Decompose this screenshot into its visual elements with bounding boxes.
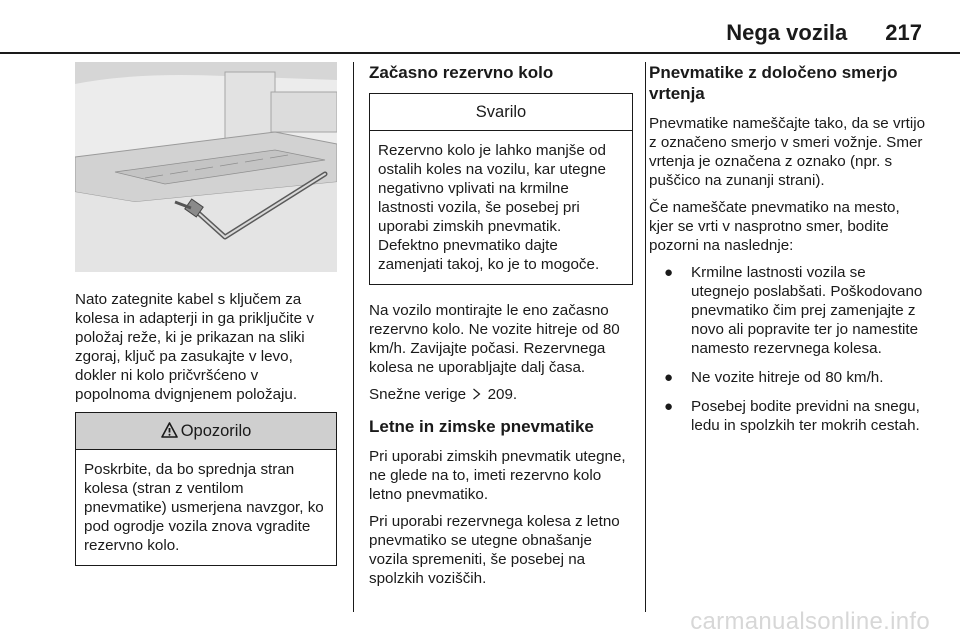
column-3 bbox=[649, 62, 927, 445]
heading-temporary-spare: Začasno rezervno kolo bbox=[369, 63, 554, 82]
caution-title: Svarilo bbox=[370, 94, 632, 131]
column-divider-1 bbox=[353, 62, 354, 612]
bullet-icon: ● bbox=[664, 398, 674, 415]
caution-text: Rezervno kolo je lahko manjše od ostalih koles na vozilu, kar utegne negativno vplivati na krmilne lastnosti vozila, še posebej pri uporabi zimskih pnevmatik. Defektno pnevmatiko dajte zamenjati takoj, ko je to mogoče. bbox=[378, 142, 606, 273]
header-rule bbox=[0, 52, 960, 54]
caution-box bbox=[369, 93, 633, 285]
precautions-list bbox=[649, 263, 927, 435]
warning-box bbox=[75, 412, 337, 566]
warning-text: Poskrbite, da bo sprednja stran kolesa (stran z ventilom pnevmatike) usmerjena navzgor, ko pod ogrodje vozila znova vgradite rezervno kolo. bbox=[84, 461, 324, 554]
spare-wheel-winch-illustration bbox=[75, 62, 337, 272]
heading-summer-winter-tyres: Letne in zimske pnevmatike bbox=[369, 417, 594, 436]
page-reference-arrow-icon bbox=[472, 388, 481, 400]
summer-spare-paragraph: Pri uporabi rezervnega kolesa z letno pnevmatiko se utegne obnašanje vozila spremeniti, še posebej na spolzkih voziščih. bbox=[369, 513, 620, 587]
list-item: ● Posebej bodite previdni na snegu, ledu in spolzkih ter mokrih cestah. bbox=[664, 398, 920, 434]
reverse-mounting-paragraph: Če nameščate pnevmatiko na mesto, kjer se vrti v nasprotno smer, bodite pozorni na naslednje: bbox=[649, 199, 900, 254]
page-header bbox=[726, 20, 922, 46]
column-divider-2 bbox=[645, 62, 646, 612]
warning-title bbox=[76, 413, 336, 450]
spare-usage-paragraph: Na vozilo montirajte le eno začasno rezervno kolo. Ne vozite hitreje od 80 km/h. Zavijajte počasi. Rezervnega kolesa ne uporabljajte dalj časa. bbox=[369, 302, 620, 376]
heading-directional-tyres: Pnevmatike z določeno smerjo vrtenja bbox=[649, 63, 898, 103]
bullet-icon: ● bbox=[664, 264, 674, 281]
winter-tyres-paragraph: Pri uporabi zimskih pnevmatik utegne, ne glede na to, imeti rezervno kolo letno pnevmatiko. bbox=[369, 448, 626, 503]
warning-title-text: Opozorilo bbox=[180, 422, 252, 440]
snow-chains-reference bbox=[369, 385, 633, 404]
column-1 bbox=[75, 62, 337, 576]
warning-triangle-icon bbox=[161, 422, 178, 438]
bullet-icon: ● bbox=[664, 369, 674, 386]
snow-chains-page-link[interactable]: 209. bbox=[487, 386, 518, 403]
page-number: 217 bbox=[885, 20, 922, 45]
column-2 bbox=[369, 62, 633, 596]
snow-chains-text: Snežne verige bbox=[369, 386, 467, 403]
directional-mounting-paragraph: Pnevmatike nameščajte tako, da se vrtijo z označeno smerjo v smeri vožnje. Smer vrtenja je označena z oznako (npr. s puščico na zunanji strani). bbox=[649, 115, 926, 189]
list-item: ● Krmilne lastnosti vozila se utegnejo poslabšati. Poškodovano pnevmatiko čim prej zamenjajte z novo ali popravite ter jo namestite namesto rezervnega kolesa. bbox=[664, 264, 923, 357]
section-title: Nega vozila bbox=[726, 20, 848, 45]
winch-instructions: Nato zategnite kabel s ključem za kolesa in adapterji in ga priključite v položaj reže, ki je prikazan na sliki zgoraj, ključ pa zasukajte v levo, dokler ni kolo pričvršćeno v popolnoma dvignjenem položaju. bbox=[75, 291, 314, 403]
watermark: carmanualsonline.info bbox=[690, 608, 930, 635]
list-item: ● Ne vozite hitreje od 80 km/h. bbox=[664, 369, 884, 386]
